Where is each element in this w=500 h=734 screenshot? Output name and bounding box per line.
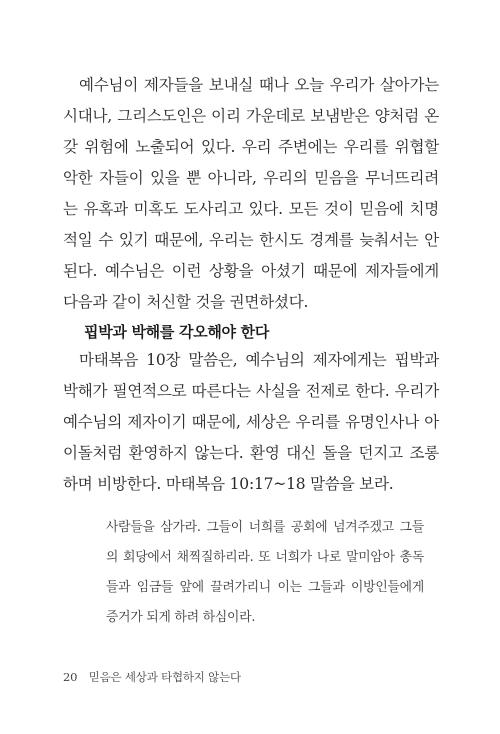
running-title: 믿음은 세상과 타협하지 않는다 [88,670,241,684]
body-paragraph-2: 마태복음 10장 말씀은, 예수님의 제자에게는 핍박과 박해가 필연적으로 따른다는 사실을 전제로 한다. 우리가 예수님의 제자이기 때문에, 세상은 우리를 유명인사나 아이돌처럼 환영하지 않는다. 환영 대신 돌을 던지고 조롱하며 비방한다. 마태복음 10:17~18 말씀을 보라. [63,351,439,493]
page-footer [63,669,241,685]
section-heading: 핍박과 박해를 각오해야 한다 [84,323,270,341]
page-number: 20 [63,670,78,684]
scripture-quote: 사람들을 삼가라. 그들이 너희를 공회에 넘겨주겠고 그들의 회당에서 채찍질하리라. 또 너희가 나로 말미암아 총독들과 임금들 앞에 끌려가리니 이는 그들과 이방인들에게 증거가 되게 하려 하심이라. [106,520,424,625]
body-paragraph-1: 예수님이 제자들을 보내실 때나 오늘 우리가 살아가는 시대나, 그리스도인은 이리 가운데로 보냄받은 양처럼 온갖 위험에 노출되어 있다. 우리 주변에는 우리를 위협할 악한 자들이 있을 뿐 아니라, 우리의 믿음을 무너뜨리려는 유혹과 미혹도 도사리고 있다. 모든 것이 믿음에 치명적일 수 있기 때문에, 우리는 한시도 경계를 늦춰서는 안 된다. 예수님은 이런 상황을 아셨기 때문에 제자들에게 다음과 같이 처신할 것을 권면하셨다. [63,76,439,311]
